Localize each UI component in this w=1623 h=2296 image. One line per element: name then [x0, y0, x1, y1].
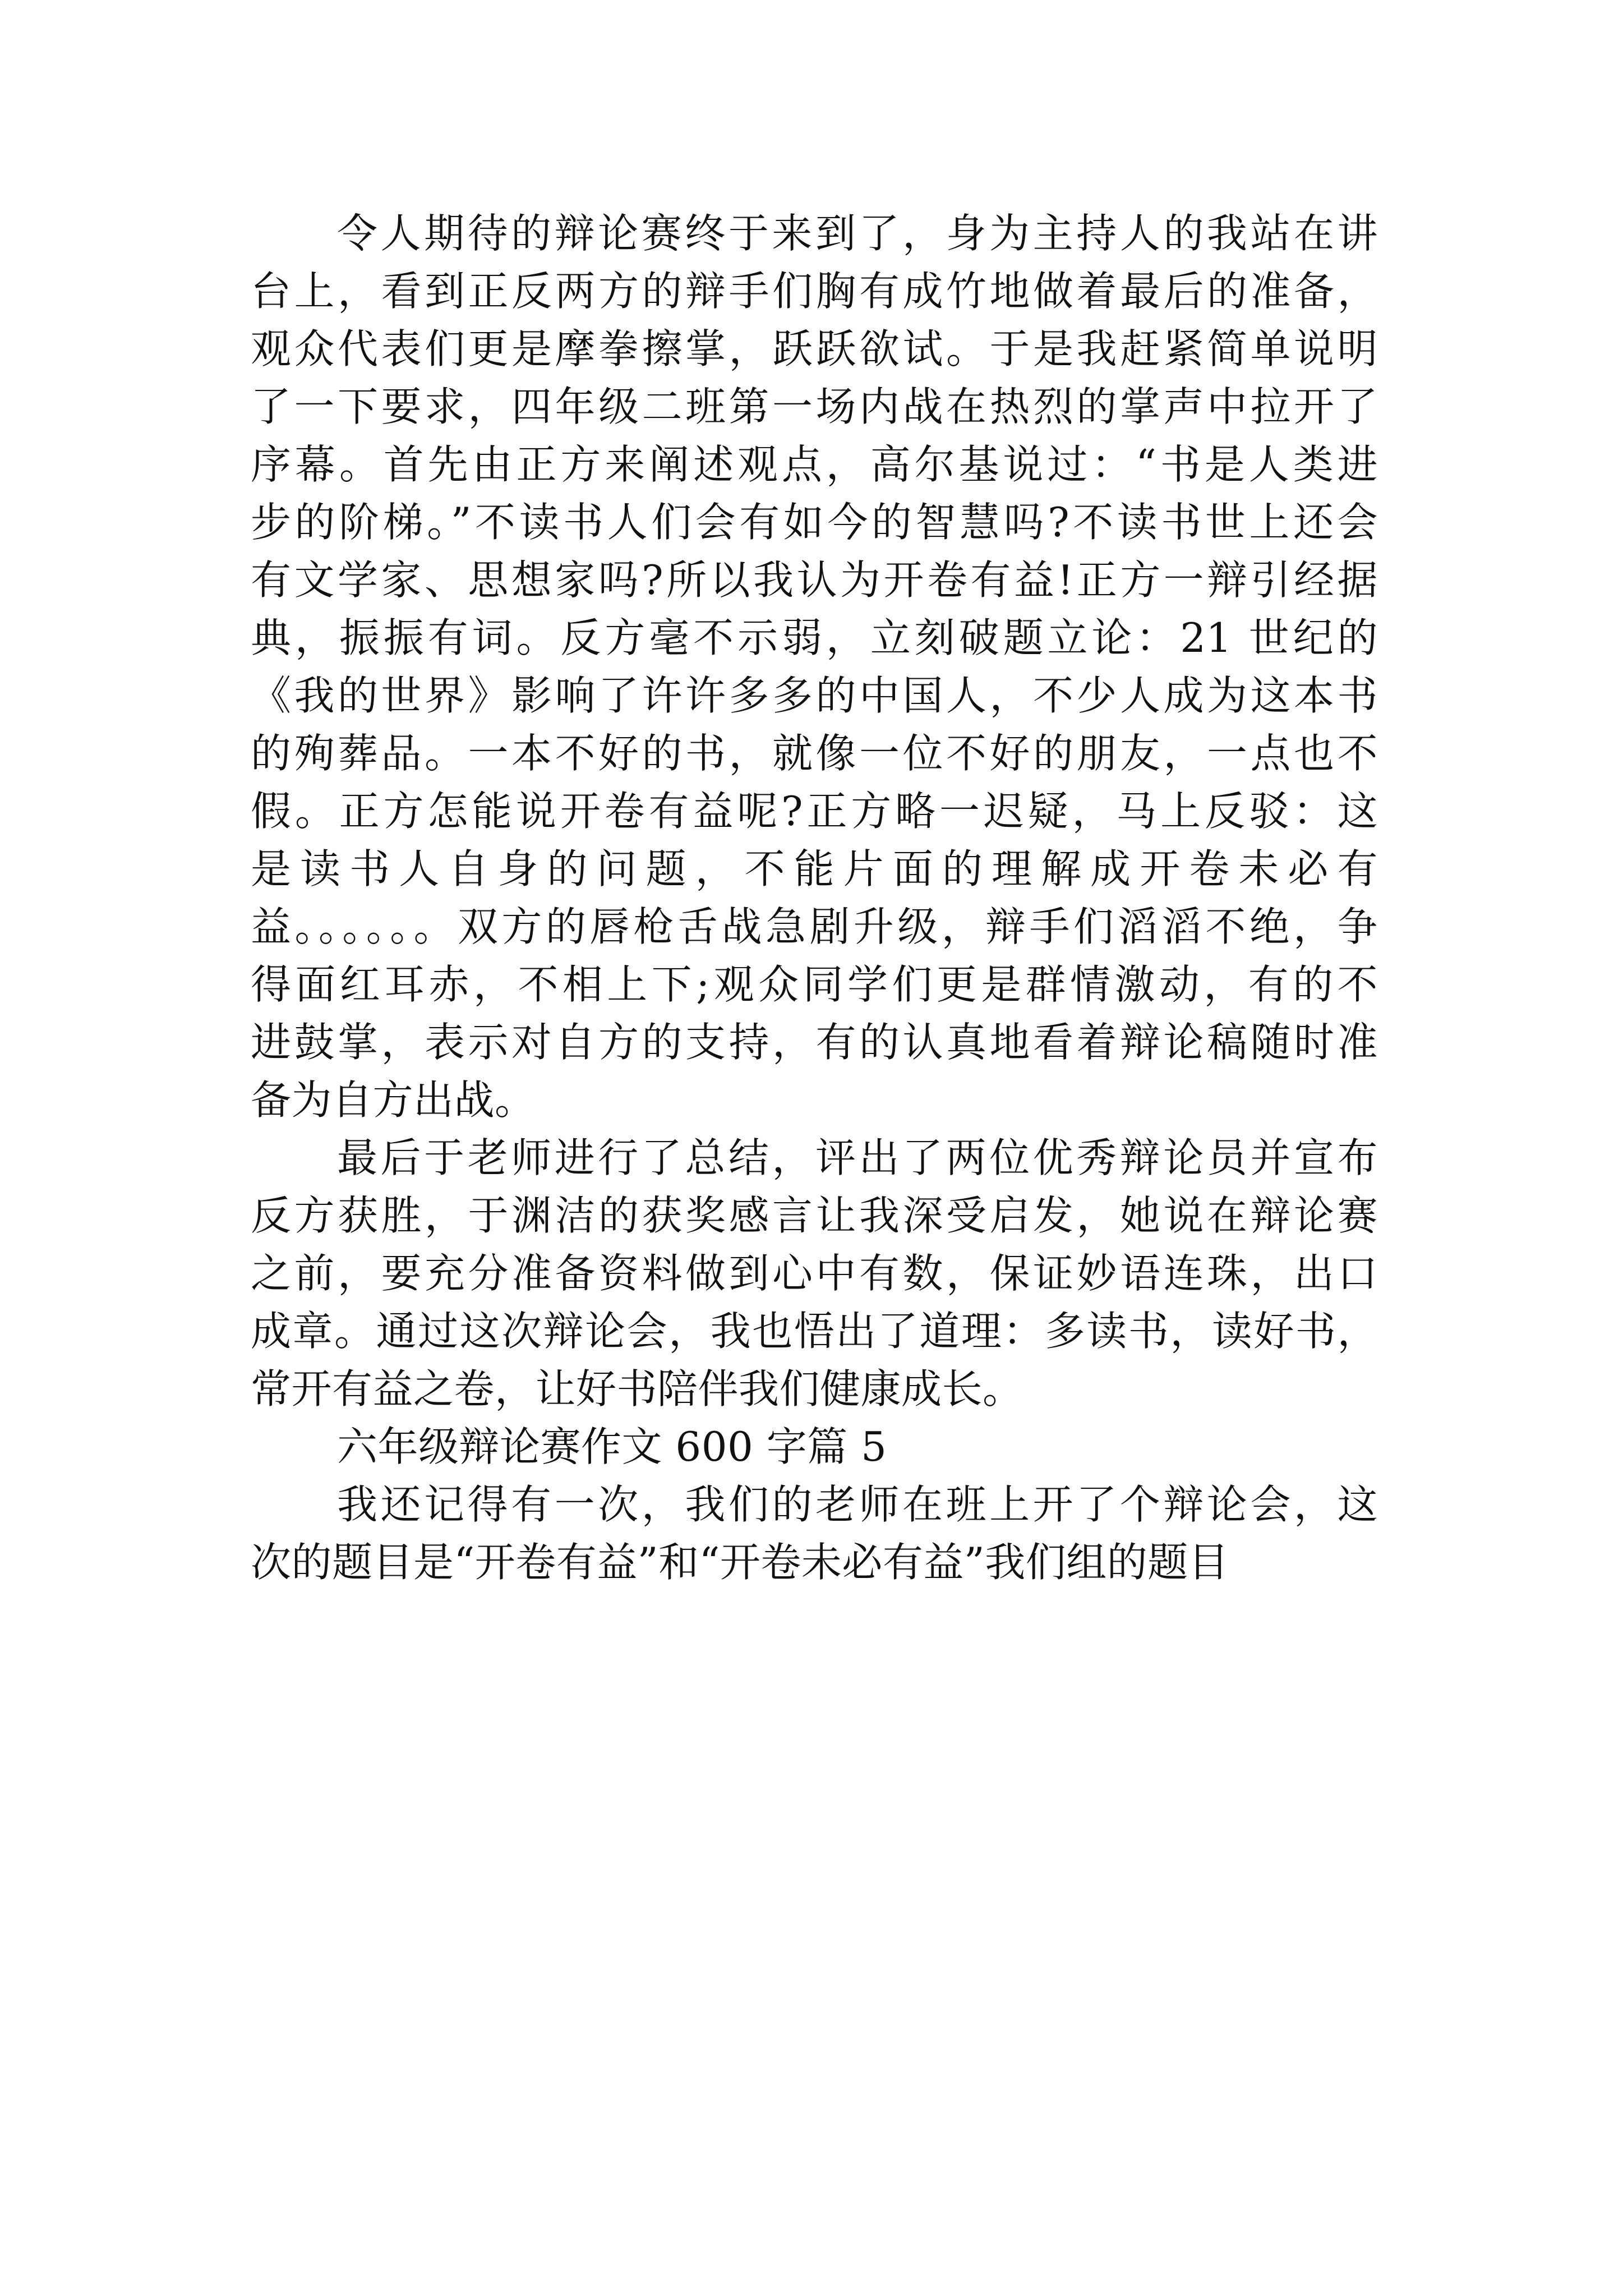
paragraph-line: 益。。。。。。双方的唇枪舌战急剧升级，辩手们滔滔不绝，争: [251, 903, 1378, 950]
paragraph-line: 我还记得有一次，我们的老师在班上开了个辩论会，这: [337, 1481, 1378, 1528]
section-heading: 六年级辩论赛作文 600 字篇 5: [337, 1423, 887, 1470]
paragraph-line: 得面红耳赤，不相上下;观众同学们更是群情激动，有的不: [251, 961, 1378, 1008]
paragraph-line: 最后于老师进行了总结，评出了两位优秀辩论员并宣布: [337, 1134, 1378, 1181]
paragraph-line: 是读书人自身的问题，不能片面的理解成开卷未必有: [251, 845, 1378, 892]
paragraph-line: 进鼓掌，表示对自方的支持，有的认真地看着辩论稿随时准: [251, 1019, 1378, 1066]
paragraph-line: 典，振振有词。反方毫不示弱，立刻破题立论：21 世纪的: [251, 614, 1378, 661]
paragraph-line: 成章。通过这次辩论会，我也悟出了道理：多读书，读好书，: [251, 1308, 1378, 1355]
paragraph-line: 常开有益之卷，让好书陪伴我们健康成长。: [251, 1365, 1023, 1412]
document-body: [251, 205, 1378, 1591]
paragraph-line: 反方获胜，于渊洁的获奖感言让我深受启发，她说在辩论赛: [251, 1192, 1378, 1239]
paragraph-line: 之前，要充分准备资料做到心中有数，保证妙语连珠，出口: [251, 1250, 1378, 1297]
paragraph-line: 假。正方怎能说开卷有益呢?正方略一迟疑，马上反驳：这: [251, 788, 1378, 835]
paragraph-line: 观众代表们更是摩拳擦掌，跃跃欲试。于是我赶紧简单说明: [251, 325, 1378, 372]
paragraph-line: 《我的世界》影响了许许多多的中国人，不少人成为这本书: [251, 672, 1378, 719]
paragraph-line: 的殉葬品。一本不好的书，就像一位不好的朋友，一点也不: [251, 730, 1378, 777]
paragraph-line: 了一下要求，四年级二班第一场内战在热烈的掌声中拉开了: [251, 383, 1378, 430]
paragraph-line: 步的阶梯。”不读书人们会有如今的智慧吗?不读书世上还会: [251, 499, 1378, 546]
paragraph-line: 台上，看到正反两方的辩手们胸有成竹地做着最后的准备，: [251, 268, 1378, 315]
paragraph-line: 序幕。首先由正方来阐述观点，高尔基说过：“书是人类进: [251, 441, 1378, 488]
paragraph-line: 次的题目是“开卷有益”和“开卷未必有益”我们组的题目: [251, 1539, 1229, 1586]
paragraph-line: 令人期待的辩论赛终于来到了，身为主持人的我站在讲: [337, 210, 1378, 257]
paragraph-line: 有文学家、思想家吗?所以我认为开卷有益!正方一辩引经据: [251, 556, 1378, 604]
paragraph-line: 备为自方出战。: [251, 1076, 536, 1124]
